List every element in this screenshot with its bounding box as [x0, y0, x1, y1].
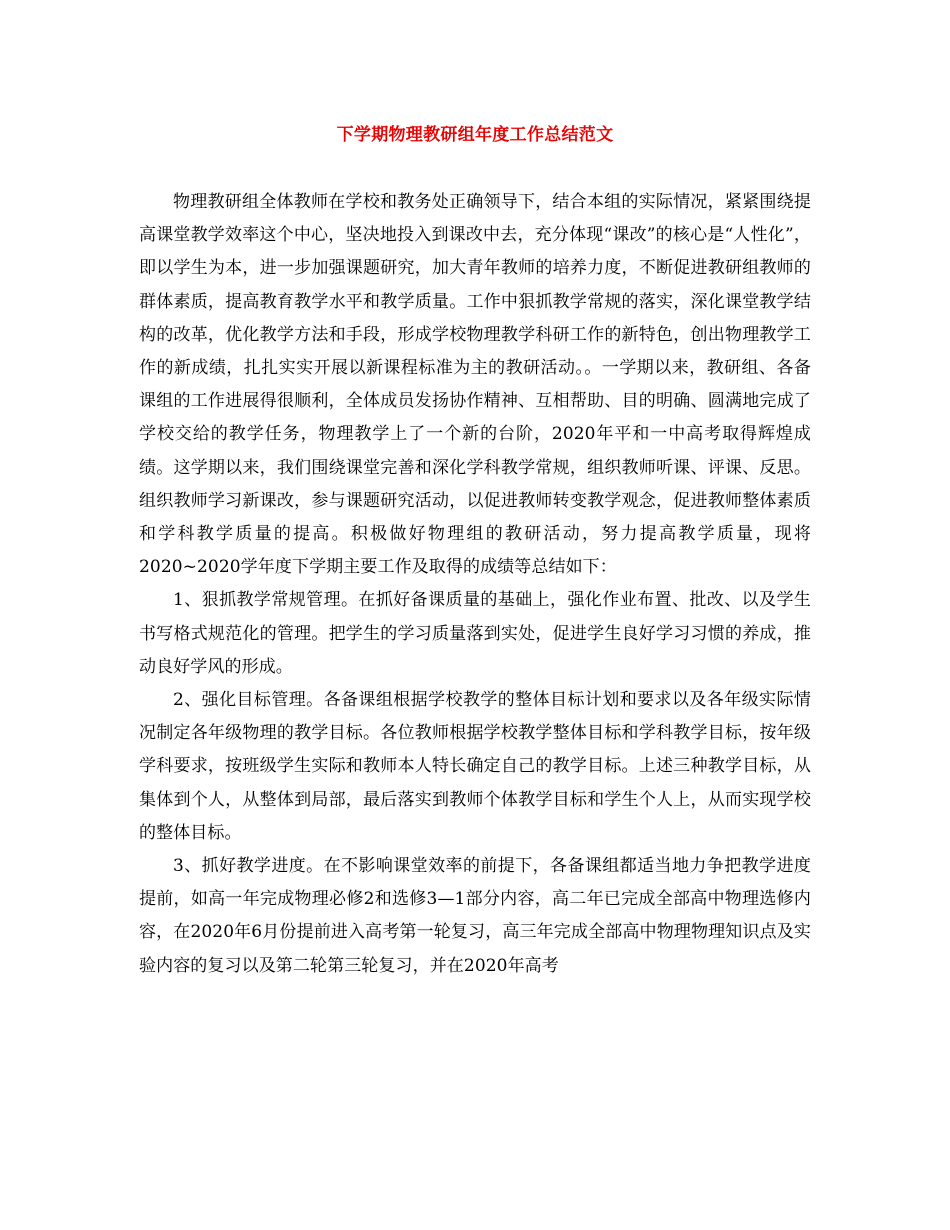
- paragraph-intro: 物理教研组全体教师在学校和教务处正确领导下，结合本组的实际情况，紧紧围绕提高课堂教学效率这个中心，坚决地投入到课改中去，充分体现“课改”的核心是“人性化”，即以学生为本，进一步加强课题研究，加大青年教师的培养力度，不断促进教研组教师的群体素质，提高教育教学水平和教学质量。工作中狠抓教学常规的落实，深化课堂教学结构的改革，优化教学方法和手段，形成学校物理教学科研工作的新特色，创出物理教学工作的新成绩，扎扎实实开展以新课程标准为主的教研活动。。一学期以来，教研组、各备课组的工作进展得很顺利，全体成员发扬协作精神、互相帮助、目的明确、圆满地完成了学校交给的教学任务，物理教学上了一个新的台阶，2020年平和一中高考取得辉煌成绩。这学期以来，我们围绕课堂完善和深化学科教学常规，组织教师听课、评课、反思。组织教师学习新课改，参与课题研究活动，以促进教师转变教学观念，促进教师整体素质和学科教学质量的提高。积极做好物理组的教研活动，努力提高教学质量，现将2020~2020学年度下学期主要工作及取得的成绩等总结如下：: [139, 192, 811, 578]
- paragraph-item-1: 1、狠抓教学常规管理。在抓好备课质量的基础上，强化作业布置、批改、以及学生书写格式规范化的管理。把学生的学习质量落到实处，促进学生良好学习习惯的养成，推动良好学风的形成。: [139, 590, 811, 677]
- paragraph-item-2: 2、强化目标管理。各备课组根据学校教学的整体目标计划和要求以及各年级实际情况制定各年级物理的教学目标。各位教师根据学校教学整体目标和学科教学目标，按年级学科要求，按班级学生实际和教师本人特长确定自己的教学目标。上述三种教学目标，从集体到个人，从整体到局部，最后落实到教师个体教学目标和学生个人上，从而实现学校的整体目标。: [139, 690, 811, 843]
- document-body: [139, 186, 811, 983]
- paragraph-item-3: 3、抓好教学进度。在不影响课堂效率的前提下，各备课组都适当地力争把教学进度提前，如高一年完成物理必修2和选修3—1部分内容，高二年已完成全部高中物理选修内容，在2020年6月份提前进入高考第一轮复习，高三年完成全部高中物理物理知识点及实验内容的复习以及第二轮第三轮复习，并在2020年高考: [139, 856, 811, 976]
- document-title: 下学期物理教研组年度工作总结范文: [336, 125, 614, 145]
